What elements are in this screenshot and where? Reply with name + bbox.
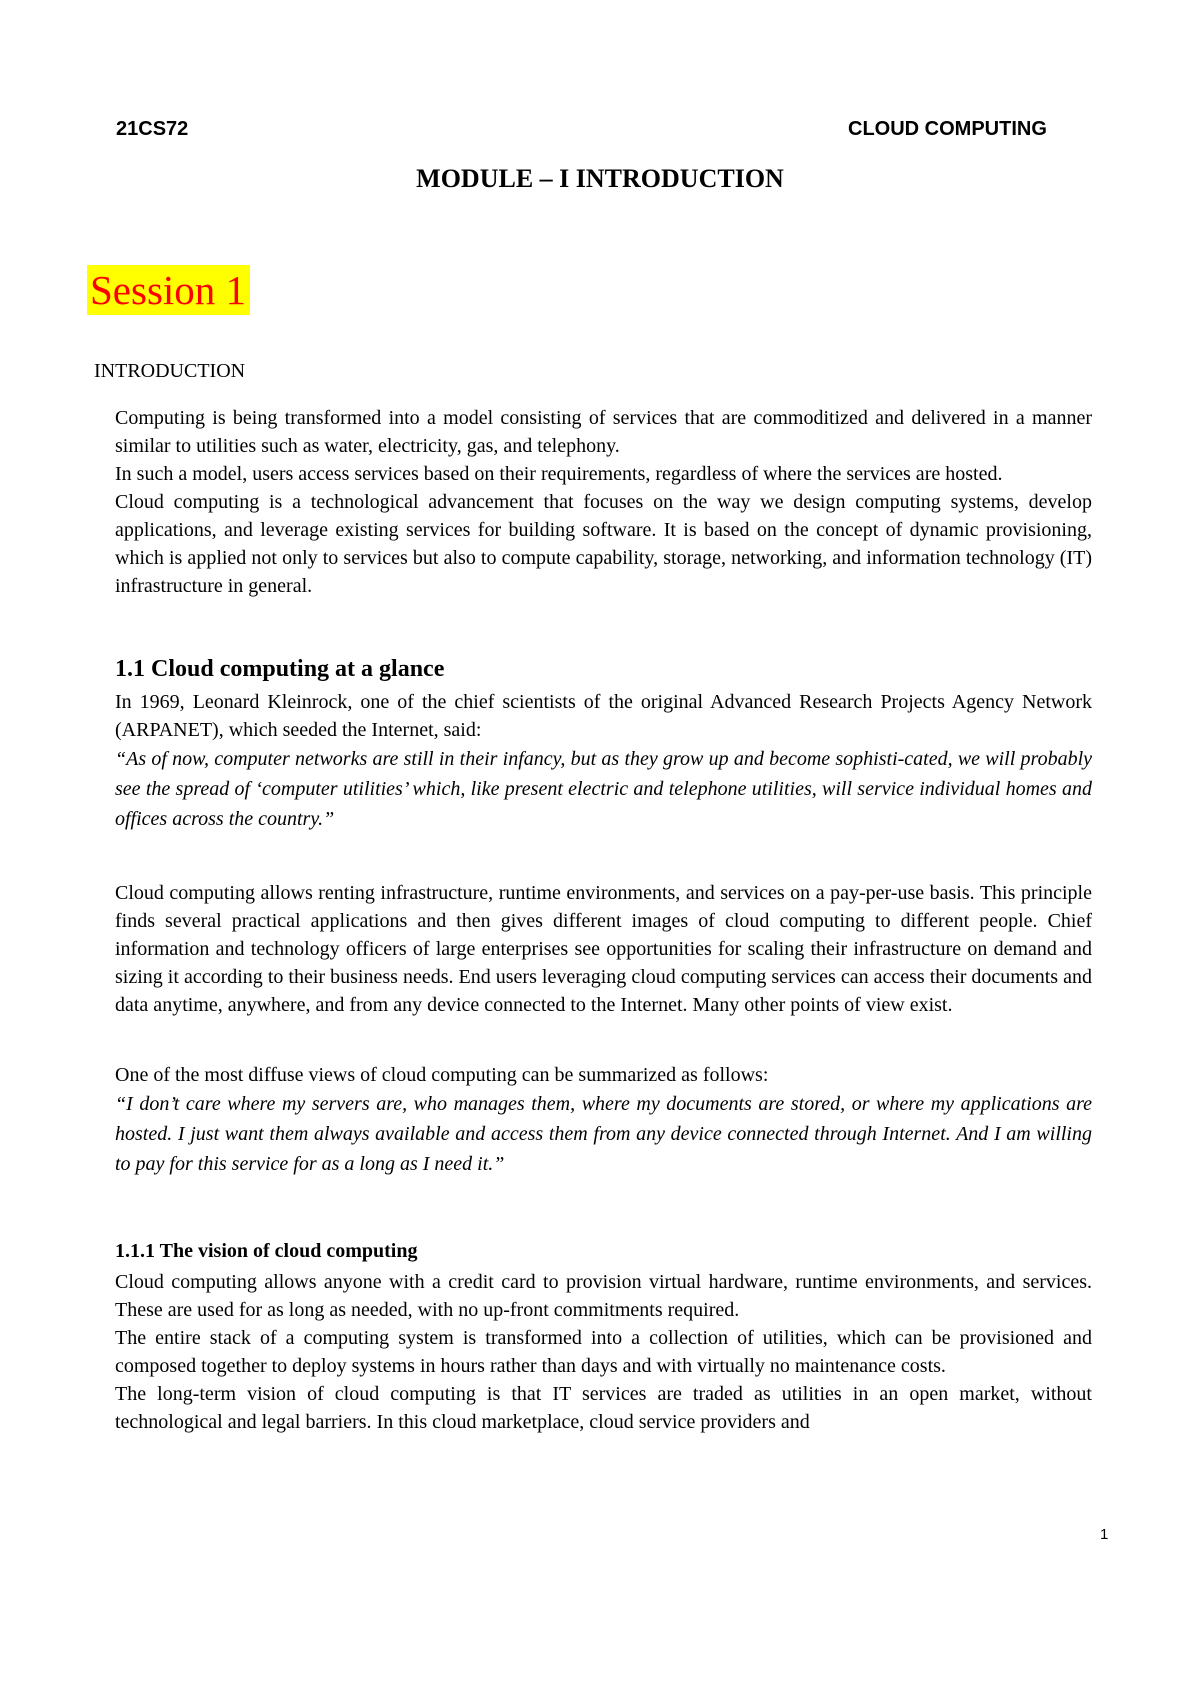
module-title: MODULE – I INTRODUCTION [416,164,784,193]
vision-paragraph-1: Cloud computing allows anyone with a credit card to provision virtual hardware, runtime environments, and services. These are used for as long as needed, with no up-front commitments required. [115,1271,1092,1321]
kleinrock-quote: “As of now, computer networks are still in their infancy, but as they grow up and become sophisti-cated, we will probably see the spread of ‘computer utilities’ which, like present electric and telephone utilities, will service individual homes and offices across the country.” [115,748,1092,830]
page-number: 1 [1100,1526,1109,1543]
cloud-renting-paragraph-block [115,879,1092,1019]
introduction-heading: INTRODUCTION [94,360,246,382]
views-block [115,1061,1092,1179]
intro-paragraph-2: In such a model, users access services based on their requirements, regardless of where the services are hosted. [115,463,1003,485]
session-label: Session 1 [87,265,250,315]
introduction-body [115,404,1092,600]
intro-paragraph-1: Computing is being transformed into a model consisting of services that are commoditized and delivered in a manner similar to utilities such as water, electricity, gas, and telephony. [115,407,1092,457]
kleinrock-intro: In 1969, Leonard Kleinrock, one of the chief scientists of the original Advanced Research Projects Agency Network (ARPANET), which seeded the Internet, said: [115,691,1092,741]
vision-paragraph-3: The long-term vision of cloud computing is that IT services are traded as utilities in an open market, without technological and legal barriers. In this cloud marketplace, cloud service providers and [115,1383,1092,1433]
cloud-renting-paragraph: Cloud computing allows renting infrastructure, runtime environments, and services on a pay-per-use basis. This principle finds several practical applications and then gives different images of cloud computing to different people. Chief information and technology officers of large enterprises see opportunities for scaling their infrastructure on demand and sizing it according to their business needs. End users leveraging cloud computing services can access their documents and data anytime, anywhere, and from any device connected to the Internet. Many other points of view exist. [115,882,1092,1016]
header-course-code: 21CS72 [116,118,189,140]
vision-paragraph-2: The entire stack of a computing system is transformed into a collection of utilities, which can be provisioned and composed together to deploy systems in hours rather than days and with virtually no maintenance costs. [115,1327,1092,1377]
header-course-name: CLOUD COMPUTING [848,118,1047,140]
views-intro: One of the most diffuse views of cloud computing can be summarized as follows: [115,1064,769,1086]
intro-paragraph-3: Cloud computing is a technological advancement that focuses on the way we design computing systems, develop applications, and leverage existing services for building software. It is based on the concept of dynamic provisioning, which is applied not only to services but also to compute capability, storage, networking, and information technology (IT) infrastructure in general. [115,491,1092,597]
views-quote: “I don’t care where my servers are, who manages them, where my documents are stored, or where my applications are hosted. I just want them always available and access them from any device connected through Internet. And I am willing to pay for this service for as a long as I need it.” [115,1093,1092,1175]
section-1-1-1-heading: 1.1.1 The vision of cloud computing [115,1240,418,1262]
section-1-1-heading: 1.1 Cloud computing at a glance [115,656,445,682]
section-1-1-1-body [115,1268,1092,1436]
section-1-1-body [115,688,1092,834]
